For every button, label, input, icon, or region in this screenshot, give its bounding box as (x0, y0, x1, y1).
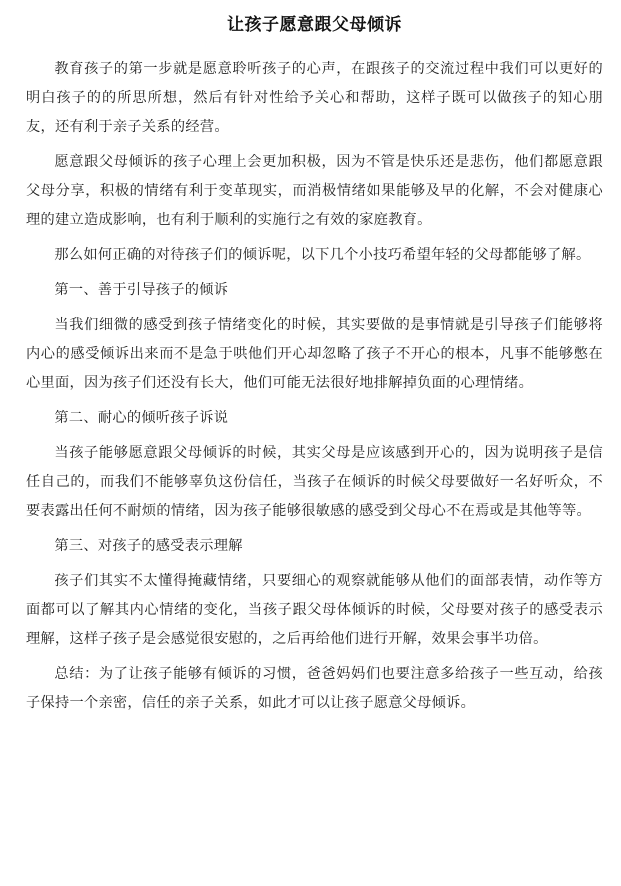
paragraph-section-3: 孩子们其实不太懂得掩藏情绪，只要细心的观察就能够从他们的面部表情，动作等方面都可以了解其内心情绪的变化，当孩子跟父母体倾诉的时候，父母要对孩子的感受表示理解，这样子孩子是会感觉很安慰的，之后再给他们进行开解，效果会事半功倍。 (26, 573, 603, 647)
paragraph-intro: 教育孩子的第一步就是愿意聆听孩子的心声，在跟孩子的交流过程中我们可以更好的明白孩子的的所思所想，然后有针对性给予关心和帮助，这样子既可以做孩子的知心朋友，还有利于亲子关系的经营。 (26, 61, 603, 135)
paragraph-summary: 总结：为了让孩子能够有倾诉的习惯，爸爸妈妈们也要注意多给孩子一些互动，给孩子保持一个亲密，信任的亲子关系，如此才可以让孩子愿意父母倾诉。 (26, 666, 603, 711)
paragraph-tips-intro: 那么如何正确的对待孩子们的倾诉呢，以下几个小技巧希望年轻的父母都能够了解。 (54, 247, 591, 263)
section-heading-2: 第二、耐心的倾听孩子诉说 (54, 410, 229, 426)
paragraph-section-1: 当我们细微的感受到孩子情绪变化的时候，其实要做的是事情就是引导孩子们能够将内心的感受倾诉出来而不是急于哄他们开心却忽略了孩子不开心的根本，凡事不能够憋在心里面，因为孩子们还没有长大，他们可能无法很好地排解掉负面的心理情绪。 (26, 317, 603, 391)
section-heading-3: 第三、对孩子的感受表示理解 (54, 538, 243, 554)
paragraph-section-2: 当孩子能够愿意跟父母倾诉的时候，其实父母是应该感到开心的，因为说明孩子是信任自己的，而我们不能够辜负这份信任，当孩子在倾诉的时候父母要做好一名好听众，不要表露出任何不耐烦的情绪，因为孩子能够很敏感的感受到父母心不在焉或是其他等等。 (26, 445, 603, 519)
paragraph-benefits: 愿意跟父母倾诉的孩子心理上会更加积极，因为不管是快乐还是悲伤，他们都愿意跟父母分享，积极的情绪有利于变革现实，而消极情绪如果能够及早的化解，不会对健康心理的建立造成影响，也有利于顺利的实施行之有效的家庭教育。 (26, 154, 603, 228)
section-heading-1: 第一、善于引导孩子的倾诉 (54, 282, 229, 298)
article-title: 让孩子愿意跟父母倾诉 (227, 15, 402, 35)
